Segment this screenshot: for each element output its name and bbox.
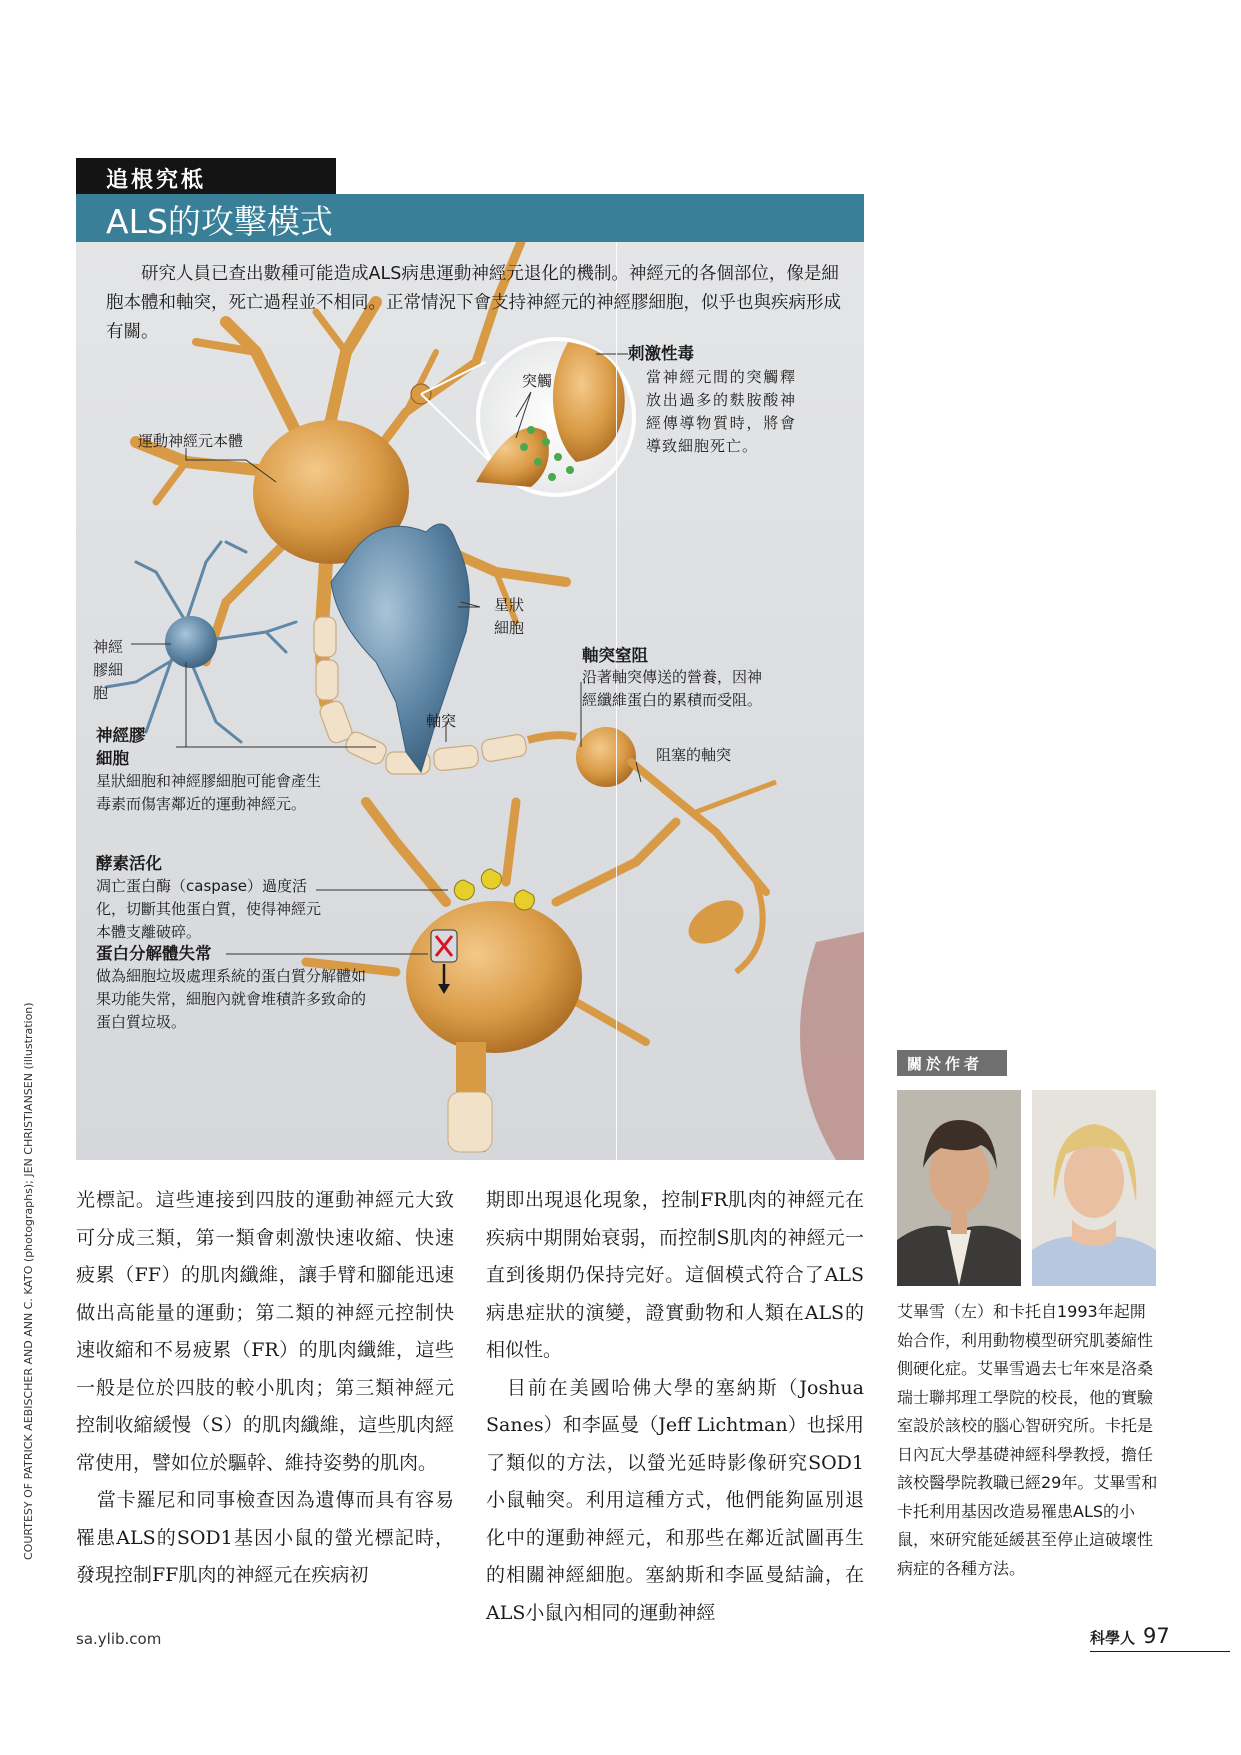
label-enzyme-head: 酵素活化 <box>96 854 162 873</box>
col2-paragraph-2: 目前在美國哈佛大學的塞納斯（Joshua Sanes）和李區曼（Jeff Lichtman）也採用了類似的方法，以螢光延時影像研究SOD1小鼠軸突。利用這種方式，他們能夠區別退化中的運動神經元，和那些在鄰近試圖再生的相關神經細胞。塞納斯和李區曼結論，在ALS小鼠內相同的運動神經 <box>486 1376 864 1624</box>
label-glia-head: 神經膠細胞 <box>96 726 146 768</box>
author-photo-kato <box>1032 1090 1156 1286</box>
magazine-name: 科學人 <box>1090 1629 1136 1647</box>
oligodendrocyte-body <box>165 616 217 668</box>
figure-title: ALS的攻擊模式 <box>76 194 864 242</box>
label-excitotoxicity-text: 當神經元間的突觸釋放出過多的麩胺酸神經傳導物質時，將會導致細胞死亡。 <box>646 368 796 455</box>
figure-intro: 研究人員已查出數種可能造成ALS病患運動神經元退化的機制。神經元的各個部位，像是細胞本體和軸突，死亡過程並不相同。正常情況下會支持神經元的神經膠細胞，似乎也與疾病形成有關。 <box>106 264 841 342</box>
page-footer <box>1090 1624 1170 1648</box>
label-axon: 軸突 <box>426 712 457 730</box>
site-url: sa.ylib.com <box>76 1630 162 1648</box>
label-glia-text: 星狀細胞和神經膠細胞可能會產生毒素而傷害鄰近的運動神經元。 <box>96 772 322 813</box>
axon-core <box>528 735 576 740</box>
photo-credit: COURTESY OF PATRICK AEBISCHER AND ANN C. KATO (photographs); JEN CHRISTIANSEN (illustration) <box>22 1002 35 1560</box>
body-column-2 <box>486 1182 864 1632</box>
als-figure <box>76 242 864 1160</box>
label-axon-block-head: 軸突窒阻 <box>582 646 648 665</box>
about-authors-tag: 關於作者 <box>897 1050 1007 1076</box>
label-axon-block-text: 沿著軸突傳送的營養，因神經纖維蛋白的累積而受阻。 <box>582 668 763 709</box>
lower-neuron-body <box>406 901 582 1053</box>
section-kicker: 追根究柢 <box>76 158 336 194</box>
label-motor-body: 運動神經元本體 <box>138 432 244 450</box>
label-enzyme-text: 凋亡蛋白酶（caspase）過度活化，切斷其他蛋白質，使得神經元本體支離破碎。 <box>96 877 322 941</box>
page-number: 97 <box>1143 1624 1170 1648</box>
label-blocked-axon: 阻塞的軸突 <box>656 746 732 764</box>
blocked-axon-swelling <box>576 727 636 787</box>
col2-paragraph-1: 期即出現退化現象，控制FR肌肉的神經元在疾病中期開始衰弱，而控制S肌肉的神經元一直到後期仍保持完好。這個模式符合了ALS病患症狀的演變，證實動物和人類在ALS的相似性。 <box>486 1189 864 1361</box>
label-astrocyte: 星狀細胞 <box>494 596 525 637</box>
author-bio: 艾畢雪（左）和卡托自1993年起開始合作，利用動物模型研究肌萎縮性側硬化症。艾畢雪過去七年來是洛桑瑞士聯邦理工學院的校長，他的實驗室設於該校的腦心智研究所。卡托是日內瓦大學基礎神經科學教授，擔任該校醫學院教職已經29年。艾畢雪和卡托利用基因改造易罹患ALS的小鼠，來研究能延緩甚至停止這破壞性病症的各種方法。 <box>897 1302 1158 1578</box>
muscle-shape <box>800 932 864 1160</box>
col1-paragraph-2: 當卡羅尼和同事檢查因為遺傳而具有容易罹患ALS的SOD1基因小鼠的螢光標記時，發現控制FF肌肉的神經元在疾病初 <box>76 1489 454 1586</box>
body-column-1 <box>76 1182 454 1595</box>
col1-paragraph-1: 光標記。這些連接到四肢的運動神經元大致可分成三類，第一類會刺激快速收縮、快速疲累（FF）的肌肉纖維，讓手臂和腳能迅速做出高能量的運動；第二類的神經元控制快速收縮和不易疲累（FR）的肌肉纖維，這些一般是位於四肢的較小肌肉；第三類神經元控制收縮緩慢（S）的肌肉纖維，這些肌肉經常使用，譬如位於驅幹、維持姿勢的肌肉。 <box>76 1189 454 1474</box>
label-proteasome-text: 做為細胞垃圾處理系統的蛋白質分解體如果功能失常，細胞內就會堆積許多致命的蛋白質垃圾。 <box>96 967 367 1031</box>
label-synapse: 突觸 <box>522 372 553 390</box>
label-proteasome-head: 蛋白分解體失常 <box>96 944 212 963</box>
label-oligo: 神經膠細胞 <box>93 638 124 702</box>
footer-rule <box>1090 1651 1230 1652</box>
author-photo-aebischer <box>897 1090 1021 1286</box>
label-excitotoxicity-head: 刺激性毒 <box>628 344 694 363</box>
